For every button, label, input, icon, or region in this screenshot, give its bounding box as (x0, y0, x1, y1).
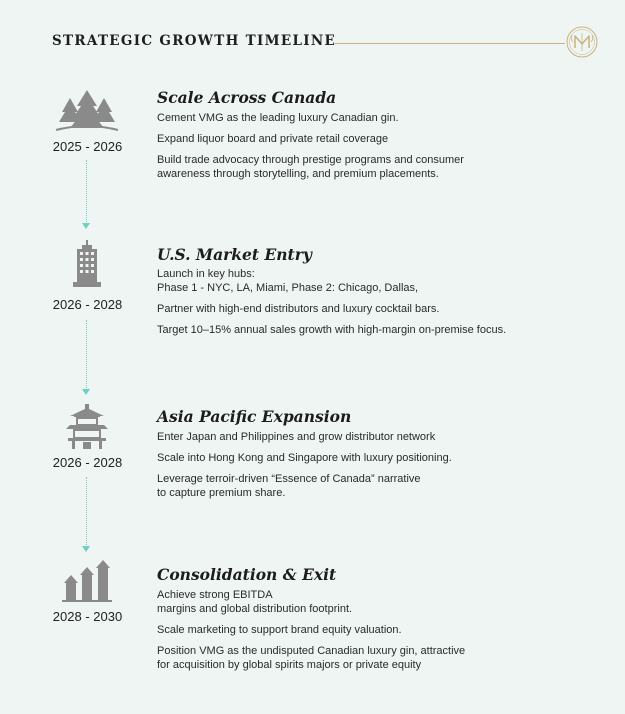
header-divider (335, 43, 565, 44)
stage-bullets (157, 588, 577, 679)
stage-title: Asia Pacific Expansion (157, 407, 352, 426)
stage-bullets (157, 430, 577, 507)
bullet-item: Expand liquor board and private retail coverage (157, 133, 389, 145)
bullet-item: Scale into Hong Kong and Singapore with luxury positioning. (157, 452, 452, 464)
timeline-header (52, 31, 612, 53)
skyscraper-icon (52, 240, 122, 288)
connector-arrow-icon (82, 223, 90, 229)
stage-bullets (157, 267, 577, 344)
bullet-item: Achieve strong EBITDA margins and global distribution footprint. (157, 589, 353, 615)
stage-years: 2026 - 2028 (52, 455, 123, 470)
stage-title: Consolidation & Exit (157, 565, 337, 584)
timeline-connector (86, 320, 87, 388)
monogram-crest-icon (565, 25, 599, 59)
stage-bullets (157, 111, 577, 188)
stage-title: Scale Across Canada (157, 88, 337, 107)
pagoda-icon (52, 404, 122, 452)
bullet-item: Build trade advocacy through prestige programs and consumer awareness through storytelling, and premium placements. (157, 154, 464, 180)
stage-title: U.S. Market Entry (157, 245, 312, 264)
stage-years: 2028 - 2030 (52, 609, 123, 624)
connector-arrow-icon (82, 389, 90, 395)
growth-bars-arrows-icon (52, 560, 122, 608)
timeline-connector (86, 477, 87, 545)
bullet-item: Partner with high-end distributors and luxury cocktail bars. (157, 303, 440, 315)
bullet-item: Leverage terroir-driven “Essence of Canada” narrative to capture premium share. (157, 473, 421, 499)
bullet-item: Cement VMG as the leading luxury Canadian gin. (157, 112, 399, 124)
page-title: STRATEGIC GROWTH TIMELINE (52, 33, 337, 49)
pine-trees-icon (52, 88, 122, 136)
stage-years: 2025 - 2026 (52, 139, 123, 154)
bullet-item: Scale marketing to support brand equity valuation. (157, 624, 402, 636)
bullet-item: Target 10–15% annual sales growth with high-margin on-premise focus. (157, 324, 507, 336)
connector-arrow-icon (82, 546, 90, 552)
timeline-connector (86, 160, 87, 222)
bullet-item: Position VMG as the undisputed Canadian luxury gin, attractive for acquisition by global spirits majors or private equity (157, 645, 466, 671)
bullet-item: Launch in key hubs: Phase 1 - NYC, LA, Miami, Phase 2: Chicago, Dallas, (157, 268, 419, 294)
bullet-item: Enter Japan and Philippines and grow distributor network (157, 431, 436, 443)
stage-years: 2026 - 2028 (52, 297, 123, 312)
